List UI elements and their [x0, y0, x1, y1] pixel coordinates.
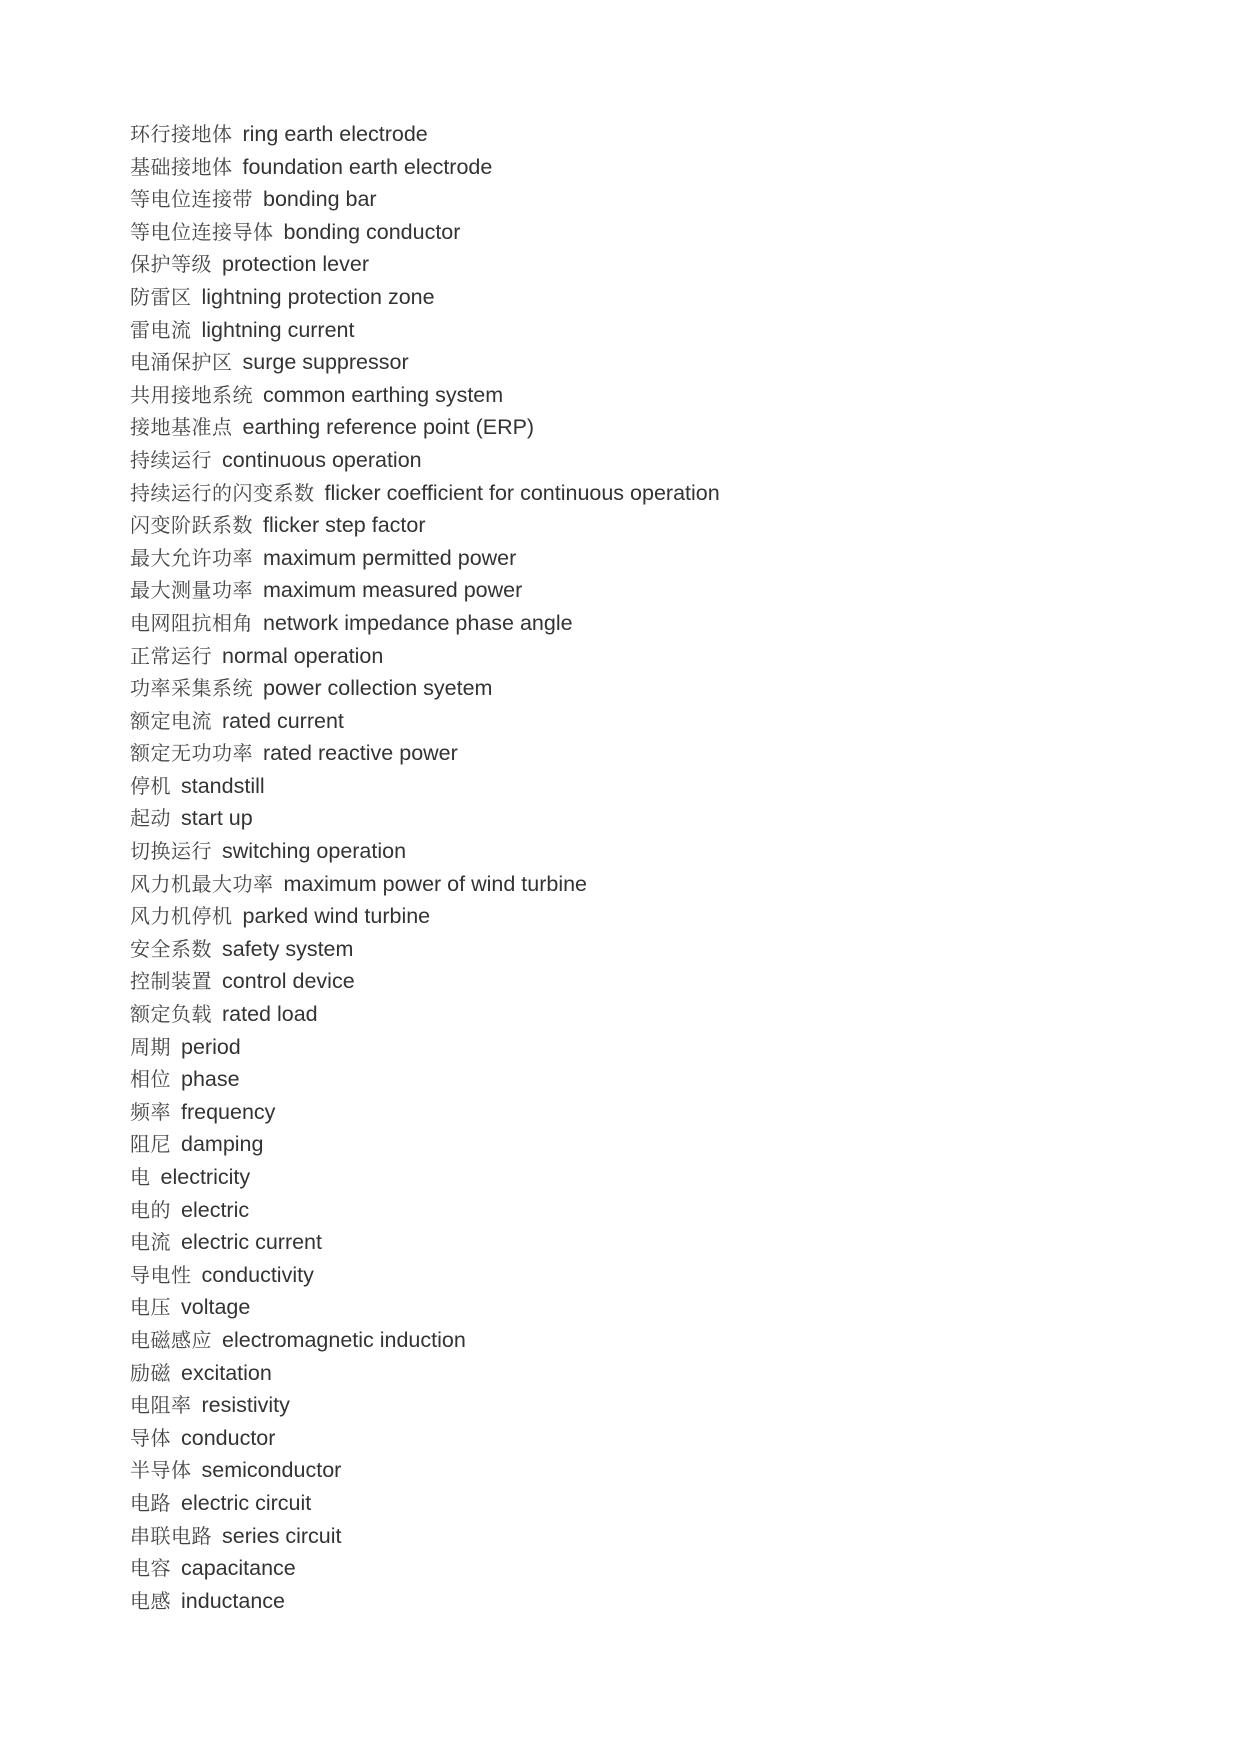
glossary-entry [130, 1161, 720, 1194]
chinese-term: 电 [130, 1165, 151, 1189]
glossary-entry [130, 477, 720, 510]
glossary-entry [130, 1324, 720, 1357]
english-term: maximum measured power [263, 578, 523, 603]
glossary-entry [130, 118, 720, 151]
chinese-term: 励磁 [130, 1360, 171, 1385]
chinese-term: 等电位连接带 [130, 187, 253, 212]
english-term: flicker coefficient for continuous operation [324, 480, 720, 505]
chinese-term: 电阻率 [130, 1393, 192, 1418]
glossary-entry [130, 835, 720, 868]
chinese-term: 共用接地系统 [130, 382, 253, 407]
english-term: network impedance phase angle [263, 610, 573, 635]
english-term: protection lever [222, 252, 369, 277]
glossary-entry [130, 1031, 720, 1064]
english-term: flicker step factor [263, 513, 426, 538]
glossary-entry [130, 411, 720, 444]
glossary-entry [130, 444, 720, 477]
chinese-term: 最大允许功率 [130, 545, 253, 570]
glossary-entry [130, 1520, 720, 1553]
glossary-entry [130, 542, 720, 575]
english-term: damping [181, 1132, 264, 1157]
glossary-entry [130, 1389, 720, 1422]
chinese-term: 电流 [130, 1230, 171, 1255]
english-term: voltage [181, 1295, 251, 1320]
glossary-entry [130, 1226, 720, 1259]
chinese-term: 等电位连接导体 [130, 219, 274, 244]
glossary-entry [130, 1357, 720, 1390]
glossary-entry [130, 705, 720, 738]
chinese-term: 电容 [130, 1556, 171, 1581]
chinese-term: 雷电流 [130, 317, 192, 342]
chinese-term: 电的 [130, 1197, 171, 1222]
glossary-entry [130, 1063, 720, 1096]
chinese-term: 串联电路 [130, 1523, 212, 1548]
chinese-term: 额定无功功率 [130, 741, 253, 766]
english-term: surge suppressor [242, 350, 409, 375]
chinese-term: 阻尼 [130, 1132, 171, 1157]
chinese-term: 最大测量功率 [130, 578, 253, 603]
glossary-entry [130, 607, 720, 640]
chinese-term: 安全系数 [130, 936, 212, 961]
english-term: switching operation [222, 839, 407, 864]
english-term: electromagnetic induction [222, 1327, 466, 1352]
chinese-term: 切换运行 [130, 839, 212, 864]
glossary-entry [130, 1096, 720, 1129]
english-term: common earthing system [263, 382, 504, 407]
english-term: bonding conductor [283, 219, 461, 244]
chinese-term: 正常运行 [130, 643, 212, 668]
english-term: excitation [181, 1360, 272, 1385]
glossary-entry [130, 1291, 720, 1324]
glossary-entry [130, 672, 720, 705]
chinese-term: 风力机最大功率 [130, 871, 274, 896]
english-term: phase [181, 1067, 240, 1092]
english-term: series circuit [222, 1523, 342, 1548]
glossary-entry [130, 1552, 720, 1585]
english-term: continuous operation [222, 447, 422, 472]
chinese-term: 额定负载 [130, 1002, 212, 1027]
chinese-term: 频率 [130, 1099, 171, 1124]
chinese-term: 电涌保护区 [130, 350, 233, 375]
glossary-entry [130, 1487, 720, 1520]
glossary-entry [130, 248, 720, 281]
english-term: electricity [160, 1165, 251, 1189]
chinese-term: 控制装置 [130, 969, 212, 994]
chinese-term: 电磁感应 [130, 1327, 212, 1352]
glossary-entry [130, 900, 720, 933]
english-term: conductivity [201, 1262, 314, 1287]
glossary-entry [130, 1259, 720, 1292]
glossary-entry [130, 640, 720, 673]
english-term: electric circuit [181, 1490, 312, 1515]
english-term: control device [222, 969, 355, 994]
english-term: rated current [222, 708, 344, 733]
chinese-term: 接地基准点 [130, 415, 233, 440]
glossary-entry [130, 379, 720, 412]
chinese-term: 导电性 [130, 1262, 192, 1287]
glossary-entry [130, 509, 720, 542]
english-term: ring earth electrode [242, 122, 428, 146]
english-term: parked wind turbine [242, 904, 431, 929]
english-term: foundation earth electrode [242, 154, 493, 179]
chinese-term: 环行接地体 [130, 122, 233, 146]
chinese-term: 电压 [130, 1295, 171, 1320]
chinese-term: 持续运行 [130, 447, 212, 472]
chinese-term: 相位 [130, 1067, 171, 1092]
chinese-term: 保护等级 [130, 252, 212, 277]
chinese-term: 风力机停机 [130, 904, 233, 929]
glossary-entry [130, 1128, 720, 1161]
english-term: frequency [181, 1099, 276, 1124]
glossary-entry [130, 1422, 720, 1455]
english-term: semiconductor [201, 1458, 342, 1483]
english-term: bonding bar [263, 187, 377, 212]
chinese-term: 起动 [130, 806, 171, 831]
english-term: capacitance [181, 1556, 296, 1581]
chinese-term: 电网阻抗相角 [130, 610, 253, 635]
glossary-list [130, 118, 720, 1617]
glossary-entry [130, 933, 720, 966]
glossary-entry [130, 802, 720, 835]
english-term: electric current [181, 1230, 322, 1255]
chinese-term: 停机 [130, 773, 171, 798]
glossary-entry [130, 737, 720, 770]
glossary-entry [130, 1454, 720, 1487]
english-term: resistivity [201, 1393, 290, 1418]
glossary-entry [130, 216, 720, 249]
glossary-entry [130, 1585, 720, 1618]
english-term: inductance [181, 1588, 285, 1613]
glossary-entry [130, 281, 720, 314]
english-term: normal operation [222, 643, 384, 668]
glossary-entry [130, 183, 720, 216]
english-term: start up [181, 806, 253, 831]
chinese-term: 功率采集系统 [130, 676, 253, 701]
chinese-term: 半导体 [130, 1458, 192, 1483]
english-term: earthing reference point (ERP) [242, 415, 535, 440]
glossary-entry [130, 1194, 720, 1227]
glossary-entry [130, 574, 720, 607]
glossary-entry [130, 868, 720, 901]
chinese-term: 防雷区 [130, 284, 192, 309]
english-term: period [181, 1034, 241, 1059]
glossary-entry [130, 151, 720, 184]
chinese-term: 周期 [130, 1034, 171, 1059]
glossary-entry [130, 346, 720, 379]
english-term: power collection syetem [263, 676, 493, 701]
english-term: maximum permitted power [263, 545, 517, 570]
english-term: conductor [181, 1425, 276, 1450]
english-term: safety system [222, 936, 354, 961]
chinese-term: 闪变阶跃系数 [130, 513, 253, 538]
chinese-term: 电感 [130, 1588, 171, 1613]
english-term: maximum power of wind turbine [283, 871, 588, 896]
english-term: lightning protection zone [201, 284, 435, 309]
english-term: rated load [222, 1002, 318, 1027]
chinese-term: 持续运行的闪变系数 [130, 480, 315, 505]
glossary-entry [130, 998, 720, 1031]
chinese-term: 导体 [130, 1425, 171, 1450]
chinese-term: 基础接地体 [130, 154, 233, 179]
glossary-entry [130, 770, 720, 803]
english-term: standstill [181, 773, 265, 798]
chinese-term: 电路 [130, 1490, 171, 1515]
english-term: electric [181, 1197, 250, 1222]
chinese-term: 额定电流 [130, 708, 212, 733]
english-term: lightning current [201, 317, 355, 342]
english-term: rated reactive power [263, 741, 458, 766]
glossary-entry [130, 314, 720, 347]
glossary-entry [130, 965, 720, 998]
